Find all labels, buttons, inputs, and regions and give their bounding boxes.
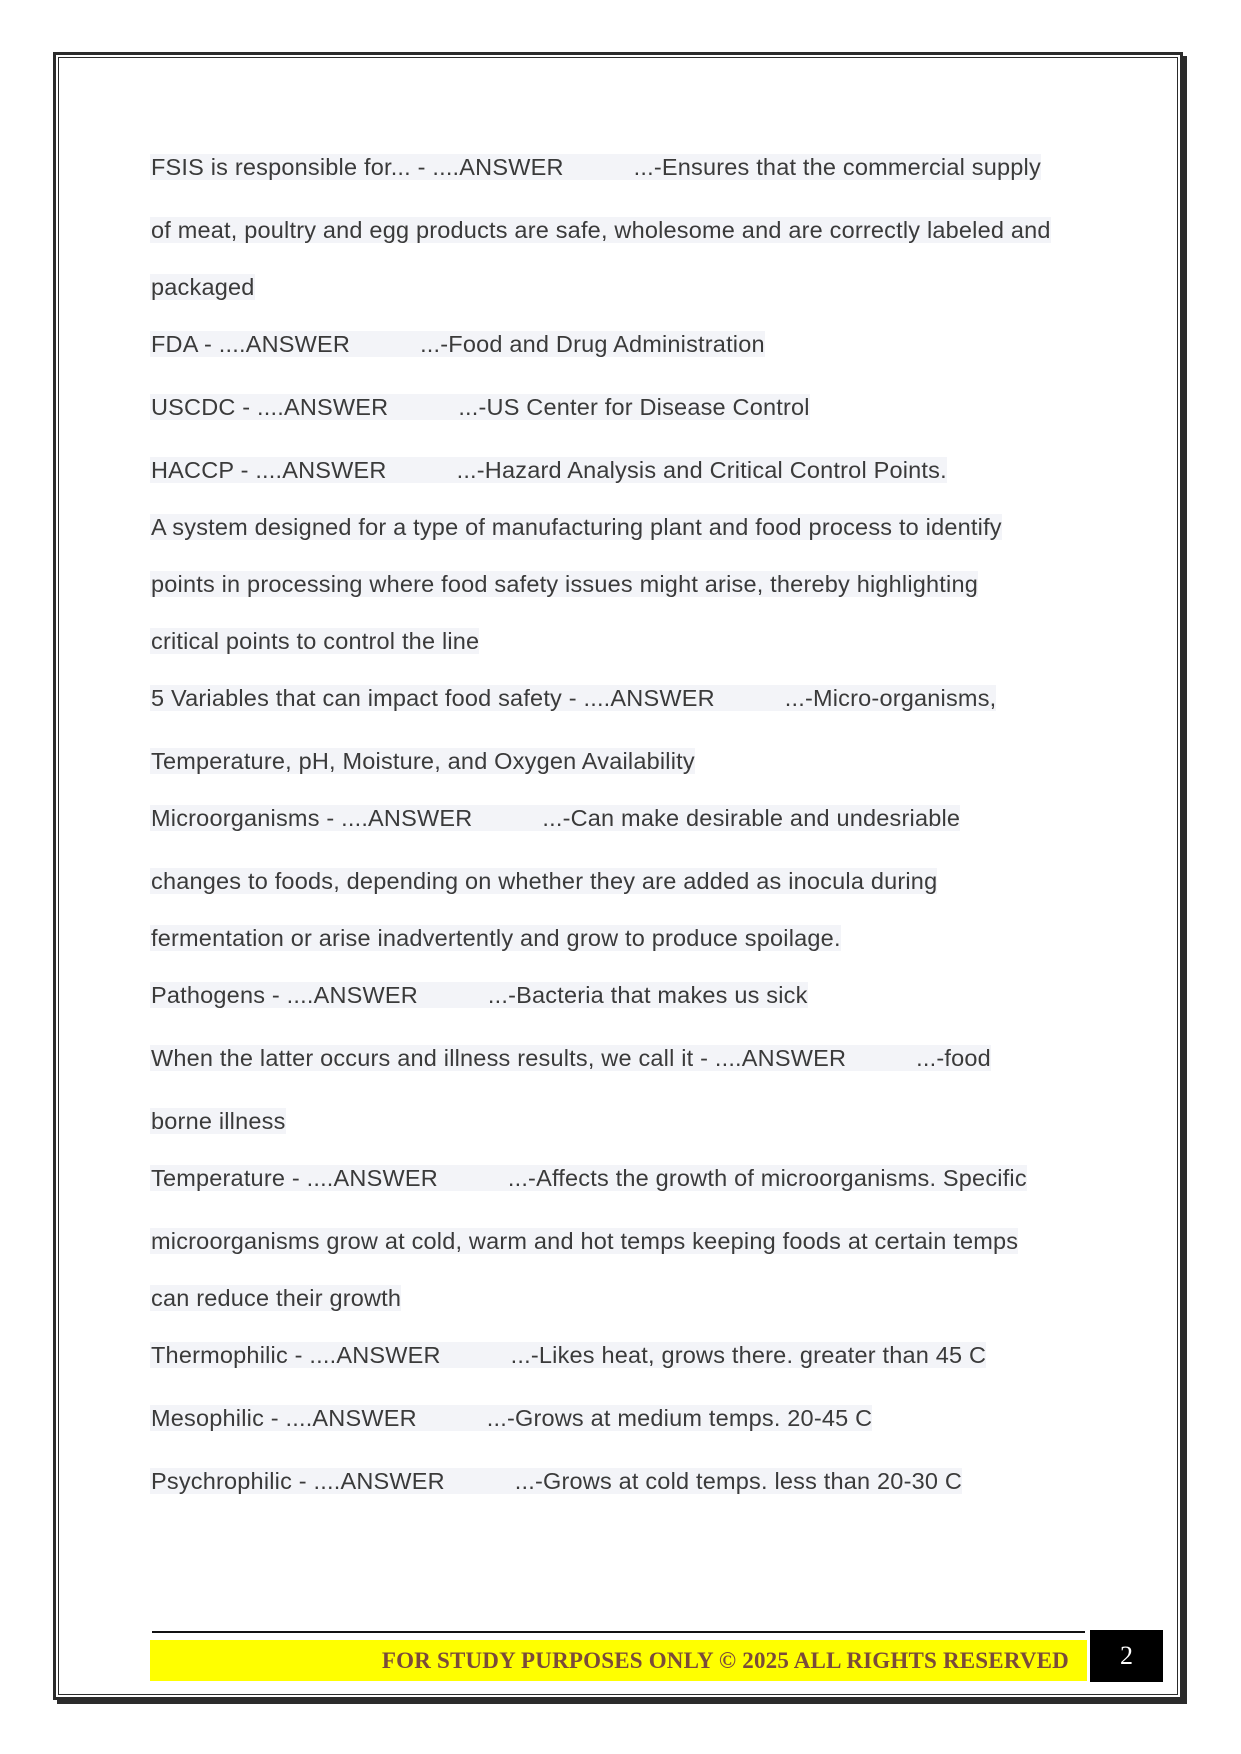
question-text: Pathogens - ....ANSWER	[151, 982, 418, 1008]
qa-entry-uscdc	[150, 390, 1100, 453]
qa-entry-microorganisms	[150, 801, 1100, 978]
question-text: Thermophilic - ....ANSWER	[151, 1342, 441, 1368]
answer-continuation: points in processing where food safety issues might arise, thereby highlighting	[151, 571, 978, 597]
qa-line	[150, 1041, 1100, 1104]
answer-text: ...-food	[916, 1045, 991, 1071]
qa-line	[150, 921, 1100, 978]
answer-continuation: critical points to control the line	[151, 628, 480, 654]
qa-line	[150, 270, 1100, 327]
qa-entry-haccp	[150, 453, 1100, 681]
answer-text: ...-Grows at cold temps. less than 20-30 C	[514, 1468, 963, 1494]
question-text: FDA - ....ANSWER	[151, 331, 351, 357]
answer-continuation: of meat, poultry and egg products are safe, wholesome and are correctly labeled and	[151, 217, 1051, 243]
qa-line	[150, 978, 1100, 1041]
answer-text: ...-Grows at medium temps. 20-45 C	[486, 1405, 873, 1431]
qa-line	[150, 567, 1100, 624]
answer-text: ...-Food and Drug Administration	[420, 331, 765, 357]
qa-line	[150, 390, 1100, 453]
qa-line	[150, 1104, 1100, 1161]
qa-line	[150, 681, 1100, 744]
answer-continuation: changes to foods, depending on whether they are added as inocula during	[151, 868, 938, 894]
qa-line	[150, 150, 1100, 213]
qa-line	[150, 1161, 1100, 1224]
qa-line	[150, 864, 1100, 921]
qa-content	[150, 150, 1100, 1527]
answer-continuation: borne illness	[151, 1108, 286, 1134]
answer-continuation: packaged	[151, 274, 255, 300]
answer-text: ...-Hazard Analysis and Critical Control Points.	[456, 457, 947, 483]
footer-banner	[150, 1640, 1087, 1681]
qa-entry-foodborne	[150, 1041, 1100, 1161]
question-text: Psychrophilic - ....ANSWER	[151, 1468, 445, 1494]
answer-text: ...-Bacteria that makes us sick	[487, 982, 808, 1008]
qa-line	[150, 327, 1100, 390]
question-text: HACCP - ....ANSWER	[151, 457, 387, 483]
qa-entry-psychrophilic	[150, 1464, 1100, 1527]
answer-continuation: can reduce their growth	[151, 1285, 402, 1311]
answer-continuation: fermentation or arise inadvertently and grow to produce spoilage.	[151, 925, 841, 951]
answer-text: ...-Ensures that the commercial supply	[633, 154, 1041, 180]
footer-copyright-text: FOR STUDY PURPOSES ONLY © 2025 ALL RIGHTS RESERVED	[381, 1647, 1069, 1673]
qa-line	[150, 1281, 1100, 1338]
qa-line	[150, 624, 1100, 681]
qa-line	[150, 1338, 1100, 1401]
qa-entry-fsis	[150, 150, 1100, 327]
qa-line	[150, 744, 1100, 801]
question-text: When the latter occurs and illness results, we call it - ....ANSWER	[151, 1045, 847, 1071]
answer-text: ...-Likes heat, grows there. greater than 45 C	[510, 1342, 987, 1368]
answer-continuation: A system designed for a type of manufacturing plant and food process to identify	[151, 514, 1002, 540]
question-text: Mesophilic - ....ANSWER	[151, 1405, 417, 1431]
question-text: 5 Variables that can impact food safety - ....ANSWER	[151, 685, 715, 711]
answer-text: ...-Affects the growth of microorganisms. Specific	[507, 1165, 1027, 1191]
qa-entry-thermophilic	[150, 1338, 1100, 1401]
qa-line	[150, 1464, 1100, 1527]
footer-divider	[152, 1631, 1085, 1633]
question-text: FSIS is responsible for... - ....ANSWER	[151, 154, 564, 180]
qa-line	[150, 1401, 1100, 1464]
qa-entry-mesophilic	[150, 1401, 1100, 1464]
question-text: Temperature - ....ANSWER	[151, 1165, 438, 1191]
answer-text: ...-Micro-organisms,	[784, 685, 997, 711]
qa-entry-variables	[150, 681, 1100, 801]
answer-text: ...-Can make desirable and undesriable	[542, 805, 961, 831]
qa-entry-pathogens	[150, 978, 1100, 1041]
qa-line	[150, 801, 1100, 864]
qa-entry-fda	[150, 327, 1100, 390]
qa-line	[150, 213, 1100, 270]
qa-entry-temperature	[150, 1161, 1100, 1338]
page-number-text: 2	[1120, 1641, 1133, 1670]
qa-line	[150, 510, 1100, 567]
qa-line	[150, 453, 1100, 510]
page-number	[1090, 1630, 1163, 1682]
answer-text: ...-US Center for Disease Control	[458, 394, 810, 420]
answer-continuation: microorganisms grow at cold, warm and hot temps keeping foods at certain temps	[151, 1228, 1019, 1254]
qa-line	[150, 1224, 1100, 1281]
answer-continuation: Temperature, pH, Moisture, and Oxygen Availability	[151, 748, 695, 774]
question-text: Microorganisms - ....ANSWER	[151, 805, 473, 831]
question-text: USCDC - ....ANSWER	[151, 394, 389, 420]
